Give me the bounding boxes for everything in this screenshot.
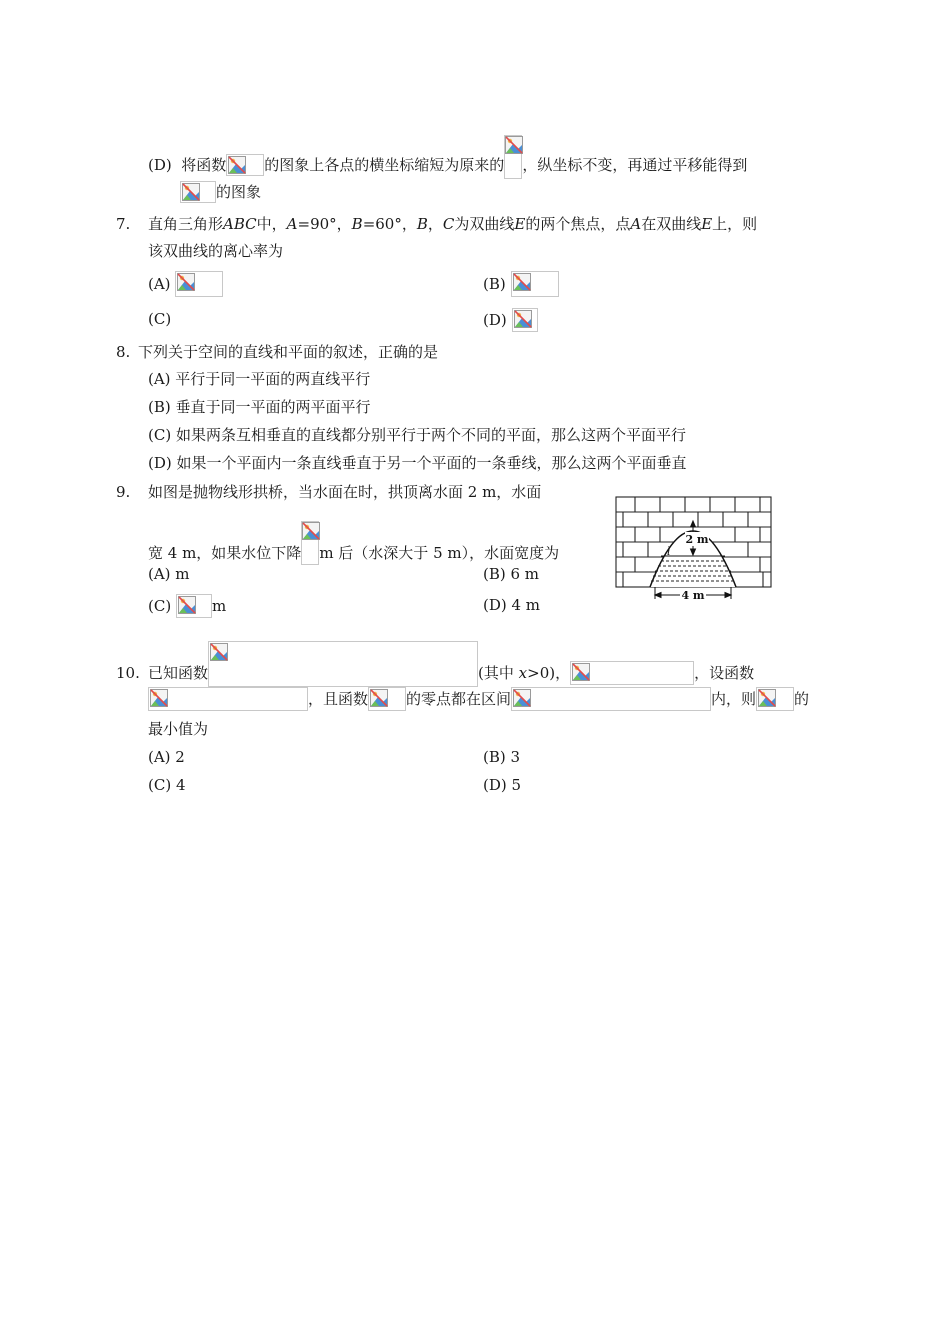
arch-bridge-figure: [615, 495, 772, 605]
formula-image: [208, 641, 478, 687]
formula-image: [175, 271, 223, 297]
formula-image: [301, 521, 319, 565]
broken-image-icon: [177, 273, 195, 291]
formula-image: [504, 135, 522, 179]
broken-image-icon: [514, 310, 532, 328]
broken-image-icon: [210, 643, 228, 661]
q10-option-a: (A) 2: [148, 748, 185, 766]
formula-image: [511, 271, 559, 297]
q10-stem-line1: 10. 已知函数 (其中 x>0)， ，设函数: [116, 641, 754, 687]
broken-image-icon: [758, 689, 776, 707]
broken-image-icon: [572, 663, 590, 681]
q7-option-c: (C): [148, 310, 172, 328]
q8-option-d: (D) 如果一个平面内一条直线垂直于另一个平面的一条垂线，那么这两个平面垂直: [148, 454, 687, 472]
broken-image-icon: [513, 689, 531, 707]
broken-image-icon: [370, 689, 388, 707]
q9-stem-line2: 宽 4 m，如果水位下降 m 后（水深大于 5 m），水面宽度为: [148, 521, 559, 565]
formula-image: [756, 687, 794, 711]
question-number: 7.: [116, 215, 131, 233]
broken-image-icon: [228, 156, 246, 174]
q8-option-c: (C) 如果两条互相垂直的直线都分别平行于两个不同的平面，那么这两个平面平行: [148, 426, 686, 444]
q10-option-b: (B) 3: [483, 748, 521, 766]
broken-image-icon: [505, 136, 523, 154]
height-label: 2 m: [685, 533, 709, 546]
option-label: (D): [148, 156, 172, 174]
q7-option-d: (D): [483, 308, 538, 332]
q10-stem-line3: 最小值为: [148, 720, 209, 738]
q7-option-b: (B): [483, 271, 559, 297]
q6-option-d-line1: (D) 将函数 的图象上各点的横坐标缩短为原来的 ，纵坐标不变，再通过平移能得到: [148, 135, 747, 179]
formula-image: [511, 687, 711, 711]
water-surface: [651, 561, 735, 581]
q9-option-a: (A) m: [148, 565, 190, 583]
q8-stem: 8. 下列关于空间的直线和平面的叙述，正确的是: [116, 343, 439, 361]
broken-image-icon: [302, 522, 320, 540]
formula-image: [176, 594, 212, 618]
q10-stem-line2: ，且函数 的零点都在区间 内，则 的: [148, 687, 809, 711]
q9-option-b: (B) 6 m: [483, 565, 540, 583]
question-number: 8.: [116, 343, 131, 361]
q7-stem-line1: 7. 直角三角形ABC中，A=90°，B=60°，B，C为双曲线E的两个焦点，点A在双曲线E上，则: [116, 215, 758, 233]
water-line-label: l: [667, 545, 671, 558]
formula-image: [512, 308, 538, 332]
q9-stem-line1: 9. 如图是抛物线形拱桥，当水面在时，拱顶离水面 2 m，水面: [116, 483, 542, 501]
formula-image: [570, 661, 694, 685]
formula-image: [180, 181, 216, 203]
q10-option-c: (C) 4: [148, 776, 186, 794]
broken-image-icon: [150, 689, 168, 707]
broken-image-icon: [178, 596, 196, 614]
q9-option-d: (D) 4 m: [483, 596, 541, 614]
q7-stem-line2: 该双曲线的离心率为: [148, 242, 284, 260]
q7-option-a: (A): [148, 271, 223, 297]
q9-option-c: (C) m: [148, 594, 226, 618]
broken-image-icon: [182, 183, 200, 201]
q8-option-b: (B) 垂直于同一平面的两平面平行: [148, 398, 371, 416]
formula-image: [368, 687, 406, 711]
formula-image: [226, 154, 264, 176]
broken-image-icon: [513, 273, 531, 291]
q10-option-d: (D) 5: [483, 776, 522, 794]
question-number: 9.: [116, 483, 131, 501]
formula-image: [148, 687, 308, 711]
width-label: 4 m: [681, 589, 705, 602]
question-number: 10.: [116, 664, 140, 682]
q8-option-a: (A) 平行于同一平面的两直线平行: [148, 370, 371, 388]
q6-option-d-line2: 的图象: [180, 180, 261, 203]
